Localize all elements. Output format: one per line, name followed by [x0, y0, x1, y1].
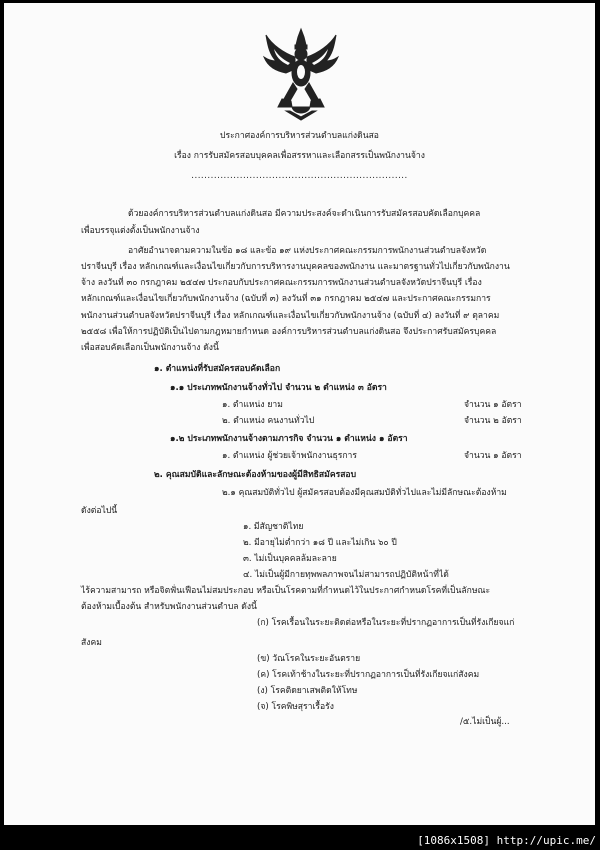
section-1-2-heading: ๑.๒ ประเภทพนักงานจ้างตามภารกิจ จำนวน ๑ ตำแหน่ง ๑ อัตรา	[170, 434, 408, 444]
section-2-1-line: ดังต่อไปนี้	[81, 506, 118, 516]
separator-dots: ...................................................................	[191, 171, 408, 181]
paragraph-2-line: เพื่อสอบคัดเลือกเป็นพนักงานจ้าง ดังนี้	[81, 343, 219, 353]
paragraph-2-line: พนักงานส่วนตำบลจังหวัดปราจีนบุรี เรื่อง หลักเกณฑ์และเงื่อนไขเกี่ยวกับพนักงานจ้าง (ฉบับที่ ๔) ลงวันที่ ๙ ตุลาคม	[81, 311, 500, 321]
paragraph-2-line: ปราจีนบุรี เรื่อง หลักเกณฑ์และเงื่อนไขเกี่ยวกับการบริหารงานบุคคลของพนักงาน และมาตรฐานทั่วไปเกี่ยวกับพนักงาน	[81, 262, 510, 272]
position-count: จำนวน ๑ อัตรา	[464, 451, 522, 461]
disease-item: (ง) โรคติดยาเสพติดให้โทษ	[257, 686, 358, 696]
disease-item-continuation: สังคม	[81, 638, 102, 648]
paragraph-2-line: อาศัยอำนาจตามความในข้อ ๑๘ และข้อ ๑๙ แห่งประกาศคณะกรรมการพนักงานส่วนตำบลจังหวัด	[128, 246, 487, 256]
qualification-item: ๒. มีอายุไม่ต่ำกว่า ๑๘ ปี และไม่เกิน ๖๐ ปี	[243, 538, 397, 548]
paragraph-2-line: ๒๕๕๘ เพื่อให้การปฏิบัติเป็นไปตามกฎหมายกำหนด องค์การบริหารส่วนตำบลแก่งดินสอ จึงประกาศรับสมัครบุคคล	[81, 327, 497, 337]
position-count: จำนวน ๑ อัตรา	[464, 400, 522, 410]
qualification-item: ๑. มีสัญชาติไทย	[243, 522, 304, 532]
paragraph-1-line: เพื่อบรรจุแต่งตั้งเป็นพนักงานจ้าง	[81, 226, 200, 236]
disease-item: (ก) โรคเรื้อนในระยะติดต่อหรือในระยะที่ปรากฏอาการเป็นที่รังเกียจแก่	[257, 618, 515, 628]
garuda-emblem-icon	[262, 27, 340, 121]
section-1-heading: ๑. ตำแหน่งที่รับสมัครสอบคัดเลือก	[154, 364, 281, 374]
section-1-1-heading: ๑.๑ ประเภทพนักงานจ้างทั่วไป จำนวน ๒ ตำแหน่ง ๓ อัตรา	[170, 383, 387, 393]
section-2-heading: ๒. คุณสมบัติและลักษณะต้องห้ามของผู้มีสิทธิสมัครสอบ	[154, 470, 357, 480]
paragraph-2-line: หลักเกณฑ์และเงื่อนไขเกี่ยวกับพนักงานจ้าง (ฉบับที่ ๓) ลงวันที่ ๓๑ กรกฎาคม ๒๕๔๗ และประกาศคณะกรรมการ	[81, 294, 491, 304]
section-2-1-line: ๒.๑ คุณสมบัติทั่วไป ผู้สมัครสอบต้องมีคุณสมบัติทั่วไปและไม่มีลักษณะต้องห้าม	[222, 488, 507, 498]
paragraph-1-line: ด้วยองค์การบริหารส่วนตำบลแก่งดินสอ มีความประสงค์จะดำเนินการรับสมัครสอบคัดเลือกบุคคล	[128, 209, 481, 219]
announcement-title: ประกาศองค์การบริหารส่วนตำบลแก่งดินสอ	[220, 131, 379, 141]
position-label: ๒. ตำแหน่ง คนงานทั่วไป	[222, 416, 315, 426]
announcement-subject: เรื่อง การรับสมัครสอบบุคคลเพื่อสรรหาและเลือกสรรเป็นพนักงานจ้าง	[174, 151, 425, 161]
document-page	[4, 3, 595, 825]
qualification-item: ๔. ไม่เป็นผู้มีกายทุพพลภาพจนไม่สามารถปฏิบัติหน้าที่ได้	[243, 570, 449, 580]
disease-item: (จ) โรคพิษสุราเรื้อรัง	[257, 702, 334, 712]
continuation-marker: /๕.ไม่เป็นผู้...	[460, 717, 510, 727]
qualification-item: ๓. ไม่เป็นบุคคลล้มละลาย	[243, 554, 337, 564]
position-label: ๑. ตำแหน่ง ยาม	[222, 400, 283, 410]
image-host-watermark: [1086x1508] http://upic.me/	[417, 834, 596, 847]
disease-item: (ค) โรคเท้าช้างในระยะที่ปรากฏอาการเป็นที่รังเกียจแก่สังคม	[257, 670, 480, 680]
paragraph-2-line: จ้าง ลงวันที่ ๓๐ กรกฎาคม ๒๕๔๗ ประกอบกับประกาศคณะกรรมการพนักงานส่วนตำบลจังหวัดปราจีนบุรี เรื่อง	[81, 278, 482, 288]
position-count: จำนวน ๒ อัตรา	[464, 416, 522, 426]
position-label: ๑. ตำแหน่ง ผู้ช่วยเจ้าพนักงานธุรการ	[222, 451, 358, 461]
incapacity-line: ต้องห้ามเบื้องต้น สำหรับพนักงานส่วนตำบล ดังนี้	[81, 602, 257, 612]
incapacity-line: ไร้ความสามารถ หรือจิตฟั่นเฟือนไม่สมประกอบ หรือเป็นโรคตามที่กำหนดไว้ในประกาศกำหนดโรคที่เป็นลักษณะ	[81, 586, 491, 596]
disease-item: (ข) วัณโรคในระยะอันตราย	[257, 654, 361, 664]
